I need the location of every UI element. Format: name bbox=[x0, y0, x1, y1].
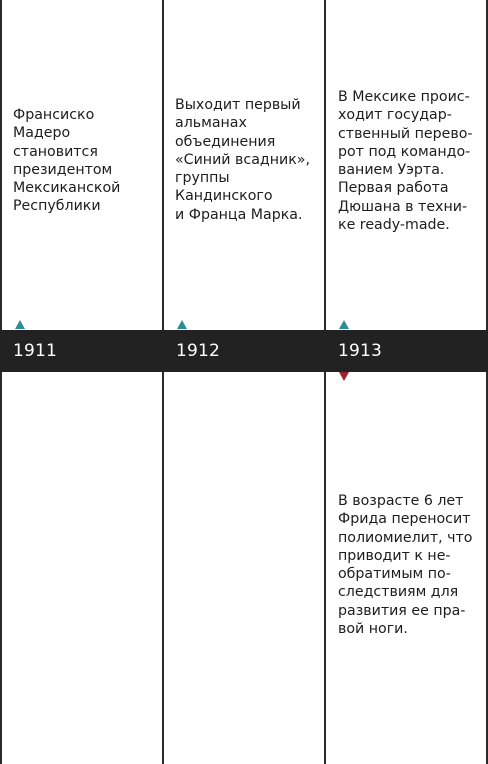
event-1912-above: Выходит первый альманах объединения «Синий всадник», группы Кандинского и Франца Марка. bbox=[175, 97, 310, 223]
marker-up-1913-icon bbox=[339, 320, 349, 329]
column-divider-2 bbox=[324, 0, 326, 764]
year-1913: 1913 bbox=[338, 341, 383, 361]
column-divider-left bbox=[0, 0, 2, 764]
event-1913-above: В Мексике проис- ходит государ- ственный перево- рот под командо- ванием Уэрта. Первая работа Дюшана в техни- ке ready-made. bbox=[338, 89, 473, 234]
marker-up-1912-icon bbox=[177, 320, 187, 329]
marker-up-1911-icon bbox=[15, 320, 25, 329]
event-1911-above: Франсиско Мадеро становится президентом Мексиканской Республики bbox=[13, 107, 121, 215]
year-1912: 1912 bbox=[176, 341, 221, 361]
timeline-bar bbox=[0, 330, 488, 372]
event-1913-below: В возрасте 6 лет Фрида переносит полиомиелит, что приводит к не- обратимым по- следствиям для развития ее пра- вой ноги. bbox=[338, 493, 473, 638]
column-divider-1 bbox=[162, 0, 164, 764]
marker-down-1913-icon bbox=[339, 372, 349, 381]
year-1911: 1911 bbox=[13, 341, 58, 361]
